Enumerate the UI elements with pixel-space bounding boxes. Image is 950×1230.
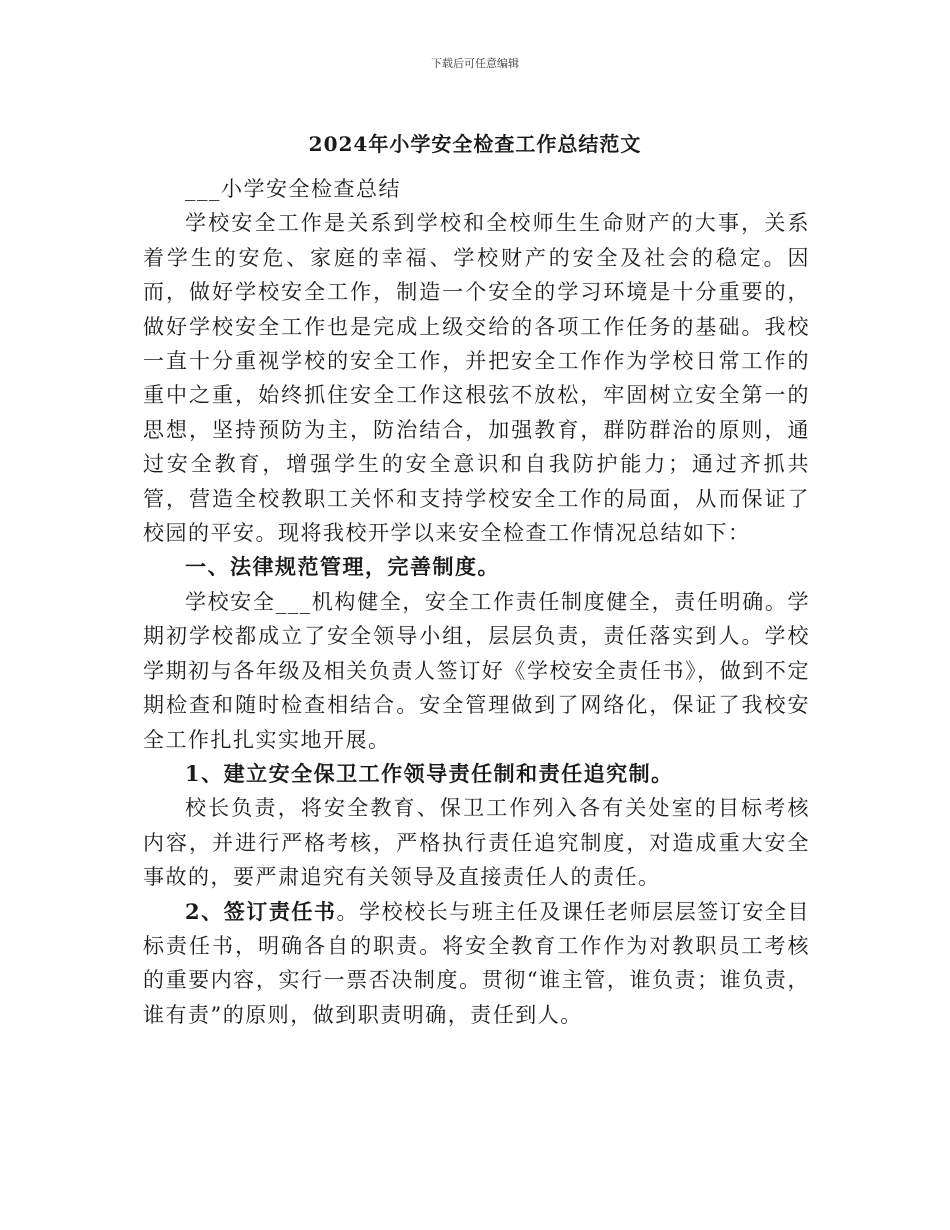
subsection-heading-1: 1、建立安全保卫工作领导责任制和责任追究制。: [185, 760, 674, 786]
paragraph-1: 学校安全___机构健全，安全工作责任制度健全，责任明确。学期初学校都成立了安全领导小组，层层负责，责任落实到人。学校学期初与各年级及相关负责人签订好《学校安全责任书》，做到不定期检查和随时检查相结合。安全管理做到了网络化，保证了我校安全工作扎扎实实地开展。: [143, 589, 810, 752]
paragraph-intro: 学校安全工作是关系到学校和全校师生生命财产的大事，关系着学生的安危、家庭的幸福、学校财产的安全及社会的稳定。因而，做好学校安全工作，制造一个安全的学习环境是十分重要的，做好学校安全工作也是完成上级交给的各项工作任务的基础。我校一直十分重视学校的安全工作，并把安全工作作为学校日常工作的重中之重，始终抓住安全工作这根弦不放松，牢固树立安全第一的思想，坚持预防为主，防治结合，加强教育，群防群治的原则，通过安全教育，增强学生的安全意识和自我防护能力；通过齐抓共管，营造全校教职工关怀和支持学校安全工作的局面，从而保证了校园的平安。现将我校开学以来安全检查工作情况总结如下：: [143, 211, 810, 546]
paragraph-1-2-text: 。学校校长与班主任及课任老师层层签订安全目标责任书，明确各自的职责。将安全教育工作作为对教职员工考核的重要内容，实行一票否决制度。贯彻“谁主管，谁负责；谁负责，谁有责”的原则，做到职责明确，责任到人。: [143, 899, 810, 1027]
document-title: 2024年小学安全检查工作总结范文: [308, 132, 642, 156]
subtitle: ___小学安全检查总结: [185, 177, 401, 201]
subsection-heading-2: 2、签订责任书: [185, 898, 337, 924]
section-heading-1: 一、法律规范管理，完善制度。: [185, 554, 500, 580]
paragraph-1-2: [143, 895, 810, 1033]
header-note: 下载后可任意编辑: [431, 57, 519, 70]
document-body: [143, 172, 810, 1032]
paragraph-1-1: 校长负责，将安全教育、保卫工作列入各有关处室的目标考核内容，并进行严格考核，严格执行责任追究制度，对造成重大安全事故的，要严肃追究有关领导及直接责任人的责任。: [143, 796, 810, 890]
